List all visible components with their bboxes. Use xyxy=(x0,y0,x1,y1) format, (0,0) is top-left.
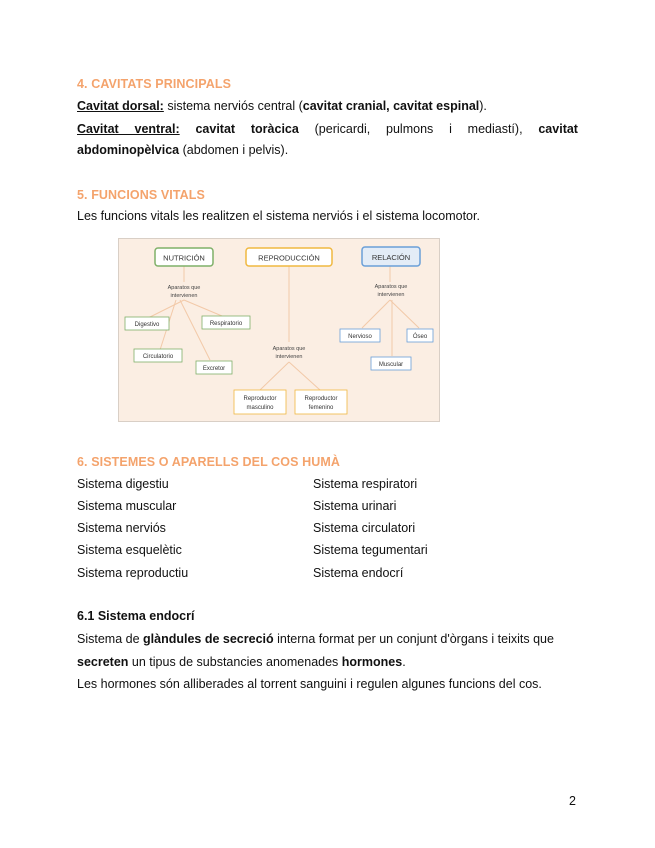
section-61-heading: 6.1 Sistema endocrí xyxy=(77,609,195,623)
cavitat-dorsal-text: sistema nerviós central ( xyxy=(163,99,303,113)
endocri-line-1 xyxy=(77,632,578,647)
endocri-b2: secreten xyxy=(77,655,129,669)
reproductor-masculino-line2: masculino xyxy=(246,405,274,411)
cavitat-dorsal-bold: cavitat cranial, cavitat espinal xyxy=(302,99,480,113)
systems-right-2: Sistema urinari xyxy=(313,499,397,513)
systems-left-3: Sistema nerviós xyxy=(77,521,166,535)
aparatos-relacion-line1: Aparatos que xyxy=(374,284,408,290)
cavitat-ventral-text: (pericardi, pulmons i mediastí), xyxy=(314,122,523,136)
cavitat-ventral-label: Cavitat ventral: xyxy=(77,122,180,136)
cavitat-ventral-line-2 xyxy=(77,143,578,158)
systems-left-5: Sistema reproductiu xyxy=(77,566,189,580)
cavitat-dorsal-end: ). xyxy=(479,99,487,113)
funciones-vitales-diagram xyxy=(118,238,440,422)
aparatos-reproduccion-line2: intervienen xyxy=(275,354,303,360)
section-4-heading: 4. CAVITATS PRINCIPALS xyxy=(77,77,232,91)
endocri-t4: . xyxy=(402,655,406,669)
cavitat-dorsal-line xyxy=(77,99,578,114)
endocri-t1: Sistema de xyxy=(77,632,144,646)
endocri-t2: interna format per un conjunt d'òrgans i teixits que xyxy=(273,632,554,646)
endocri-b1: glàndules de secreció xyxy=(143,632,274,646)
digestivo-label: Digestivo xyxy=(134,322,160,328)
respiratorio-label: Respiratorio xyxy=(209,321,243,327)
nutricion-label: NUTRICIÓN xyxy=(163,253,205,263)
cavitat-word: cavitat xyxy=(538,122,578,136)
section-5-text: Les funcions vitals les realitzen el sistema nerviós i el sistema locomotor. xyxy=(77,209,480,223)
section-6-heading: 6. SISTEMES O APARELLS DEL COS HUMÀ xyxy=(77,455,341,469)
systems-right-5: Sistema endocrí xyxy=(313,566,404,580)
systems-right-3: Sistema circulatori xyxy=(313,521,416,535)
cavitat-toracica: cavitat toràcica xyxy=(195,122,299,136)
reproduccion-label: REPRODUCCIÓN xyxy=(258,253,320,263)
cavitat-dorsal-label: Cavitat dorsal: xyxy=(77,99,164,113)
aparatos-nutricion-line1: Aparatos que xyxy=(167,285,201,291)
circulatorio-label: Circulatorio xyxy=(142,354,174,360)
relacion-label: RELACIÓN xyxy=(371,253,411,262)
endocri-line-3: Les hormones són alliberades al torrent sanguini i regulen algunes funcions del cos. xyxy=(77,677,542,691)
section-5-heading: 5. FUNCIONS VITALS xyxy=(77,188,205,202)
endocri-b3: hormones xyxy=(341,655,403,669)
excretor-label: Excretor xyxy=(202,366,226,372)
endocri-line-2 xyxy=(77,655,578,670)
reproductor-masculino-line1: Reproductor xyxy=(243,396,277,402)
cavitat-ventral-end: (abdomen i pelvis). xyxy=(179,143,289,157)
oseo-label: Óseo xyxy=(412,334,428,340)
reproductor-femenino-line2: femenino xyxy=(308,405,334,411)
page-number: 2 xyxy=(569,794,576,808)
systems-right-1: Sistema respiratori xyxy=(313,477,418,491)
muscular-label: Muscular xyxy=(378,362,404,368)
systems-right-4: Sistema tegumentari xyxy=(313,543,428,557)
aparatos-nutricion-line2: intervienen xyxy=(170,293,198,299)
cavitat-ventral-line xyxy=(77,122,578,137)
aparatos-reproduccion-line1: Aparatos que xyxy=(272,346,306,352)
systems-left-4: Sistema esquelètic xyxy=(77,543,182,557)
nervioso-label: Nervioso xyxy=(348,334,372,340)
reproductor-femenino-line1: Reproductor xyxy=(304,396,338,402)
cavitat-abdominopelvica: abdominopèlvica xyxy=(77,143,180,157)
endocri-t3: un tipus de substancies anomenades xyxy=(128,655,342,669)
systems-left-1: Sistema digestiu xyxy=(77,477,169,491)
aparatos-relacion-line2: intervienen xyxy=(377,292,405,298)
systems-left-2: Sistema muscular xyxy=(77,499,177,513)
